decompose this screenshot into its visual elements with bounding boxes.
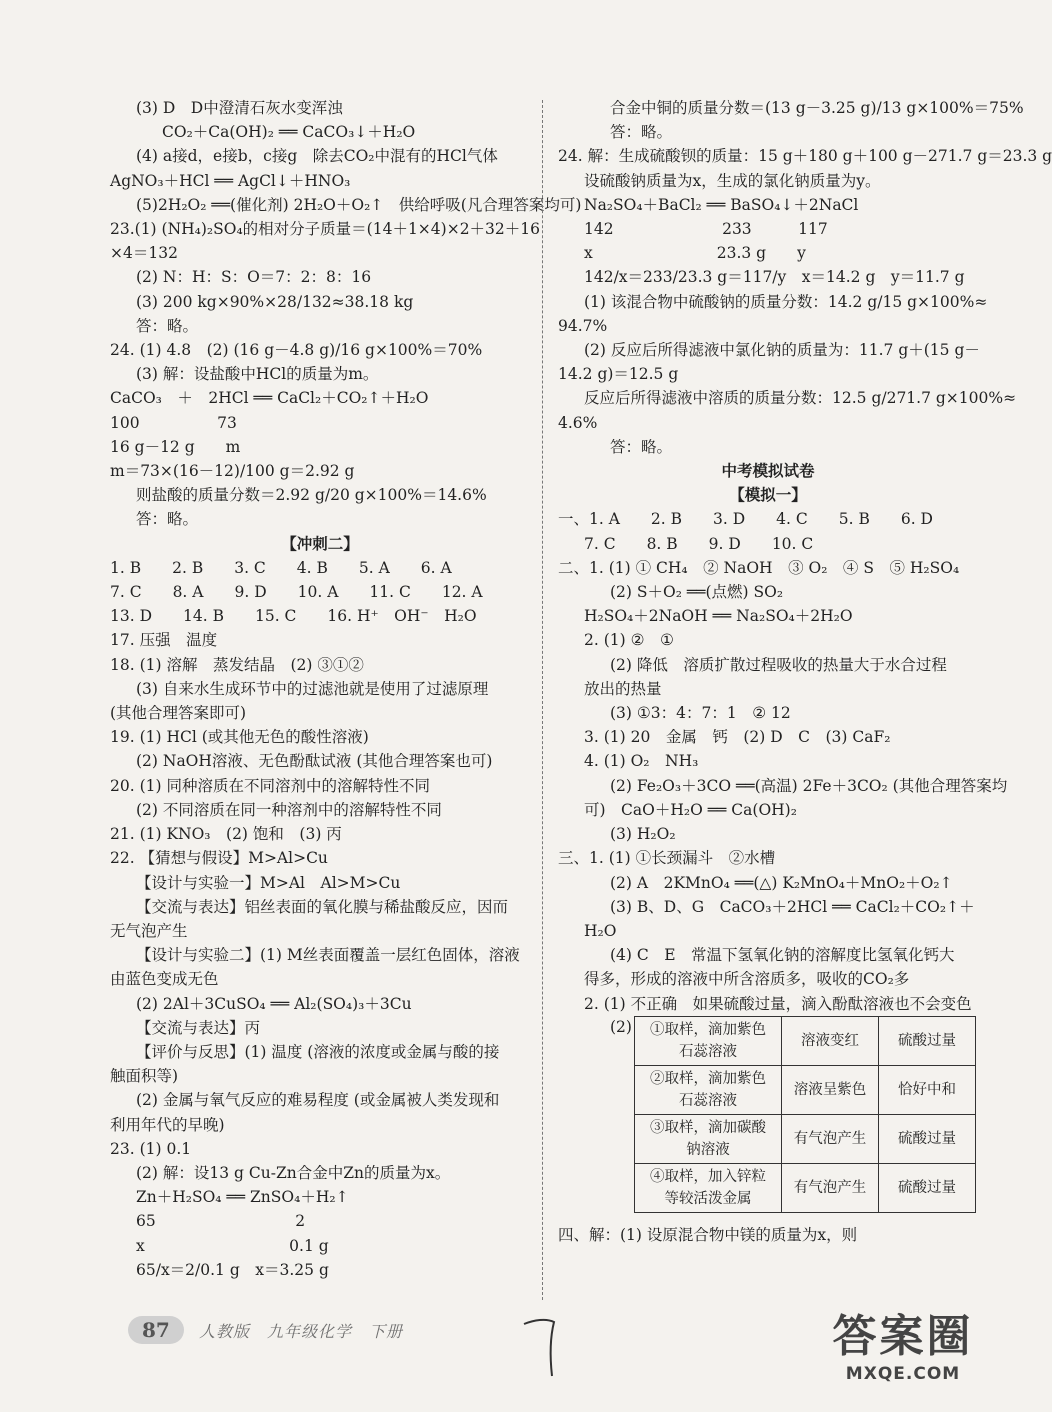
- left-column: [110, 96, 582, 1282]
- answer-line: Zn＋H₂SO₄ ══ ZnSO₄＋H₂↑: [136, 1188, 349, 1207]
- final-line: 四、解：(1) 设原混合物中镁的质量为x，则: [558, 1225, 858, 1244]
- answer-line: 23.(1) (NH₄)₂SO₄的相对分子质量＝(14＋1×4)×2＋32＋16: [110, 220, 540, 239]
- answer-line: 16 g－12 g m: [110, 437, 241, 456]
- watermark-url: MXQE.COM: [845, 1364, 961, 1384]
- answer-line: 17. 压强 温度: [110, 631, 218, 650]
- answer-line: 13. D 14. B 15. C 16. H⁺ OH⁻ H₂O: [110, 607, 477, 626]
- answer-line: 2. (1) ② ①: [584, 631, 674, 650]
- answer-line: (4) C E 常温下氢氧化钠的溶解度比氢氧化钙大: [610, 946, 955, 965]
- table-row: [634, 1114, 975, 1163]
- answer-line: 4. (1) O₂ NH₃: [584, 752, 699, 771]
- answer-line: 23. (1) 0.1: [110, 1139, 192, 1158]
- answer-line: (2) S＋O₂ ══(点燃) SO₂: [610, 583, 784, 602]
- answer-line: 答：略。: [136, 510, 199, 529]
- result-table-block: [558, 1016, 978, 1213]
- answer-line: 142 233 117: [584, 220, 828, 239]
- table-row: [634, 1065, 975, 1114]
- answer-line: (2) Fe₂O₃＋3CO ══(高温) 2Fe＋3CO₂ (其他合理答案均: [610, 776, 1008, 795]
- answer-line: 一、1. A 2. B 3. D 4. C 5. B 6. D: [558, 510, 933, 529]
- answer-line: (2) 降低 溶质扩散过程吸收的热量大于水合过程: [610, 655, 947, 674]
- answer-line: H₂O: [584, 921, 617, 940]
- answer-line: CO₂＋Ca(OH)₂ ══ CaCO₃↓＋H₂O: [162, 123, 416, 142]
- answer-line: x 0.1 g: [136, 1236, 329, 1255]
- answer-line: (4) a接d，e接b，c接g 除去CO₂中混有的HCl气体: [136, 147, 498, 166]
- pen-mark: [520, 1310, 560, 1380]
- table-cell: ③取样，滴加碳酸钠溶液: [634, 1114, 781, 1163]
- answer-line: (3) 解：设盐酸中HCl的质量为m。: [136, 365, 379, 384]
- answer-line: (3) 自来水生成环节中的过滤池就是使用了过滤原理: [136, 679, 489, 698]
- answer-line: 100 73: [110, 413, 237, 432]
- table-cell: ①取样，滴加紫色石蕊溶液: [634, 1016, 781, 1065]
- answer-line: 答：略。: [136, 316, 199, 335]
- table-cell: 硫酸过量: [878, 1114, 975, 1163]
- answer-line: (3) H₂O₂: [610, 825, 676, 844]
- answer-line: 21. (1) KNO₃ (2) 饱和 (3) 丙: [110, 825, 342, 844]
- answer-line: 触面积等): [110, 1067, 179, 1086]
- answer-line: (2) 解：设13 g Cu-Zn合金中Zn的质量为x。: [136, 1163, 451, 1182]
- answer-line: (3) B、D、G CaCO₃＋2HCl ══ CaCl₂＋CO₂↑＋: [610, 897, 975, 916]
- answer-line: 7. C 8. A 9. D 10. A 11. C 12. A: [110, 583, 483, 602]
- answer-line: 7. C 8. B 9. D 10. C: [584, 534, 814, 553]
- table-cell: 硫酸过量: [878, 1016, 975, 1065]
- answer-line: 放出的热量: [584, 679, 662, 698]
- answer-line: 中考模拟试卷: [721, 461, 815, 481]
- answer-line: 【设计与实验二】(1) M丝表面覆盖一层红色固体，溶液: [136, 946, 520, 965]
- answer-line: 无气泡产生: [110, 921, 188, 940]
- answer-line: x 23.3 g y: [584, 244, 806, 263]
- answer-line: 22. 【猜想与假设】M>Al>Cu: [110, 849, 328, 868]
- answer-line: 则盐酸的质量分数＝2.92 g/20 g×100%＝14.6%: [136, 486, 487, 505]
- answer-line: 【评价与反思】(1) 温度 (溶液的浓度或金属与酸的接: [136, 1042, 500, 1061]
- answer-line: (2) A 2KMnO₄ ══(△) K₂MnO₄＋MnO₂＋O₂↑: [610, 873, 953, 892]
- column-divider: [542, 100, 543, 1300]
- answer-line: 142/x＝233/23.3 g＝117/y x＝14.2 g y＝11.7 g: [584, 268, 965, 287]
- answer-line: (2) 不同溶质在同一种溶剂中的溶解特性不同: [136, 800, 442, 819]
- answer-line: 二、1. (1) ① CH₄ ② NaOH ③ O₂ ④ S ⑤ H₂SO₄: [558, 558, 960, 577]
- answer-line: 2. (1) 不正确 如果硫酸过量，滴入酚酞溶液也不会变色: [584, 994, 972, 1013]
- answer-line: 18. (1) 溶解 蒸发结晶 (2) ③①②: [110, 655, 364, 674]
- answer-line: (3) ①3：4：7：1 ② 12: [610, 704, 791, 723]
- right-answers: [558, 96, 1052, 1016]
- answer-line: (2) 金属与氧气反应的难易程度 (或金属被人类发现和: [136, 1091, 500, 1110]
- answer-line: (2) NaOH溶液、无色酚酞试液 (其他合理答案也可): [136, 752, 493, 771]
- answer-line: CaCO₃ ＋ 2HCl ══ CaCl₂＋CO₂↑＋H₂O: [110, 389, 429, 408]
- watermark-title: 答案圈: [832, 1311, 974, 1362]
- table-cell: 有气泡产生: [781, 1114, 878, 1163]
- answer-line: Na₂SO₄＋BaCl₂ ══ BaSO₄↓＋2NaCl: [584, 195, 859, 214]
- table-cell: 溶液变红: [781, 1016, 878, 1065]
- answer-line: H₂SO₄＋2NaOH ══ Na₂SO₄＋2H₂O: [584, 607, 853, 626]
- answer-line: 【冲刺二】: [281, 533, 359, 553]
- answer-line: 【模拟一】: [729, 485, 807, 505]
- table-row: [634, 1163, 975, 1212]
- answer-line: 答：略。: [610, 123, 673, 142]
- page-number: 87: [128, 1316, 184, 1344]
- result-table: [634, 1016, 976, 1213]
- answer-line: 1. B 2. B 3. C 4. B 5. A 6. A: [110, 558, 452, 577]
- answer-line: m＝73×(16－12)/100 g＝2.92 g: [110, 462, 355, 481]
- answer-line: (2) 2Al＋3CuSO₄ ══ Al₂(SO₄)₃＋3Cu: [136, 994, 412, 1013]
- answer-line: 3. (1) 20 金属 钙 (2) D C (3) CaF₂: [584, 728, 891, 747]
- answer-line: 答：略。: [610, 437, 673, 456]
- answer-line: 利用年代的早晚): [110, 1115, 225, 1134]
- answer-line: 24. 解：生成硫酸钡的质量：15 g＋180 g＋100 g－271.7 g＝23.3 g: [558, 147, 1052, 166]
- answer-line: 三、1. (1) ①长颈漏斗 ②水槽: [558, 849, 776, 868]
- answer-line: 65/x＝2/0.1 g x＝3.25 g: [136, 1260, 329, 1279]
- watermark-logo: [828, 1300, 978, 1384]
- answer-line: 设硫酸钠质量为x，生成的氯化钠质量为y。: [584, 171, 881, 190]
- answer-line: (2) N：H：S：O＝7：2：8：16: [136, 268, 372, 287]
- answer-line: (3) 200 kg×90%×28/132≈38.18 kg: [136, 292, 414, 311]
- answer-line: 24. (1) 4.8 (2) (16 g－4.8 g)/16 g×100%＝70%: [110, 341, 483, 360]
- table-cell: ④取样，加入锌粒等较活泼金属: [634, 1163, 781, 1212]
- footer-text: 人教版 九年级化学 下册: [198, 1322, 403, 1341]
- answer-line: 反应后所得滤液中溶质的质量分数：12.5 g/271.7 g×100%≈: [584, 389, 1017, 408]
- answer-line: 65 2: [136, 1212, 306, 1231]
- answer-line: ×4＝132: [110, 244, 178, 263]
- answer-line: 20. (1) 同种溶质在不同溶剂中的溶解特性不同: [110, 776, 430, 795]
- answer-line: 合金中铜的质量分数＝(13 g－3.25 g)/13 g×100%＝75%: [610, 99, 1024, 117]
- table-cell: ②取样，滴加紫色石蕊溶液: [634, 1065, 781, 1114]
- table-cell: 溶液呈紫色: [781, 1065, 878, 1114]
- answer-line: 94.7%: [558, 316, 608, 335]
- answer-line: 由蓝色变成无色: [110, 970, 219, 989]
- answer-line: (1) 该混合物中硫酸钠的质量分数：14.2 g/15 g×100%≈: [584, 292, 988, 311]
- answer-line: (其他合理答案即可): [110, 704, 247, 723]
- answer-line: 可) CaO＋H₂O ══ Ca(OH)₂: [584, 800, 797, 819]
- page-footer: [128, 1316, 403, 1344]
- table-row: [634, 1016, 975, 1065]
- answer-line: 【交流与表达】铝丝表面的氧化膜与稀盐酸反应，因而: [136, 897, 509, 916]
- table-cell: 恰好中和: [878, 1065, 975, 1114]
- answer-line: (2) 反应后所得滤液中氯化钠的质量为：11.7 g＋(15 g－: [584, 341, 980, 360]
- answer-line: 14.2 g)＝12.5 g: [558, 365, 679, 384]
- answer-line: (3) D D中澄清石灰水变浑浊: [136, 99, 343, 117]
- table-cell: 硫酸过量: [878, 1163, 975, 1212]
- answer-line: 19. (1) HCl (或其他无色的酸性溶液): [110, 728, 369, 747]
- answer-line: 【设计与实验一】M>Al Al>M>Cu: [136, 873, 401, 892]
- table-label: (2): [610, 1017, 632, 1036]
- answer-line: 【交流与表达】丙: [136, 1018, 261, 1037]
- right-column: [558, 96, 1052, 1247]
- answer-line: AgNO₃＋HCl ══ AgCl↓＋HNO₃: [110, 171, 351, 190]
- answer-line: 得多，形成的溶液中所含溶质多，吸收的CO₂多: [584, 970, 910, 989]
- table-cell: 有气泡产生: [781, 1163, 878, 1212]
- answer-line: (5)2H₂O₂ ══(催化剂) 2H₂O＋O₂↑ 供给呼吸(凡合理答案均可): [136, 195, 582, 214]
- answer-line: 4.6%: [558, 413, 598, 432]
